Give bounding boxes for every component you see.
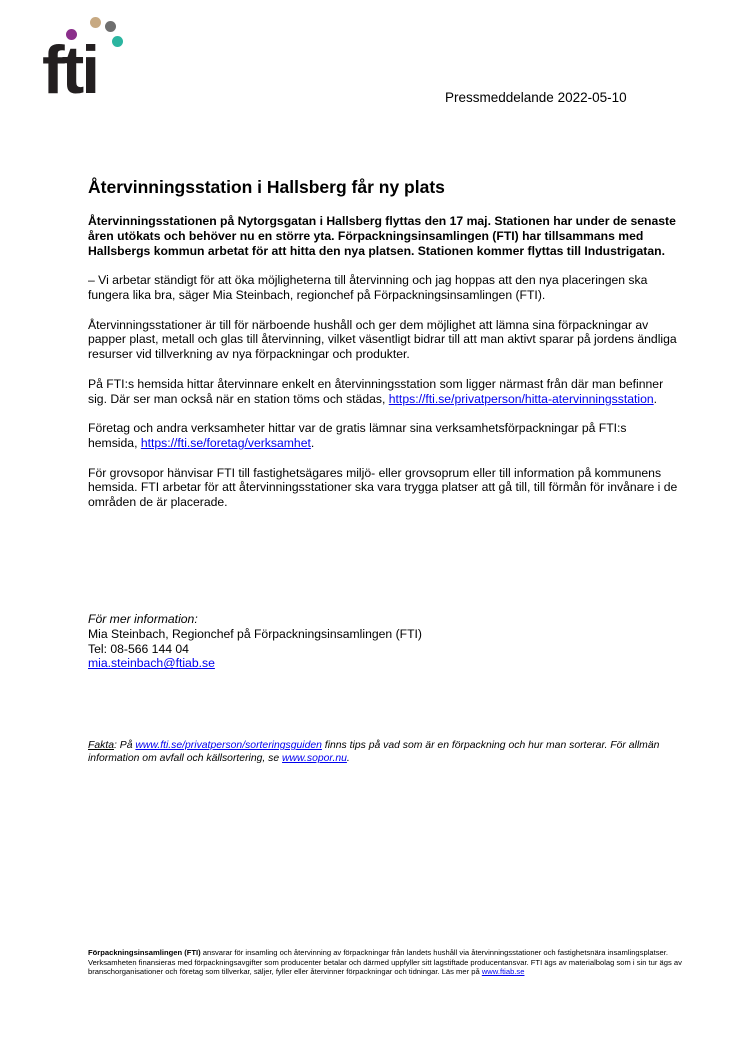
fakta-intro: : På xyxy=(114,740,136,751)
article-lead: Återvinningsstationen på Nytorgsgatan i Hallsberg flyttas den 17 maj. Stationen har under de senaste åren utökats och behöver nu en större yta. Förpackningsinsamlingen (FTI) har tillsammans med Hallsbergs kommun arbetat för att hitta den nya platsen. Stationen kommer flyttas till Industrigatan. xyxy=(88,214,676,258)
footer-website-link[interactable]: www.ftiab.se xyxy=(481,967,525,977)
paragraph-website-text: På FTI:s hemsida hittar återvinnare enkelt en återvinningsstation som ligger närmast från där man befinner sig. Där ser man också när en station töms och städas, xyxy=(88,376,664,406)
footer-about xyxy=(88,948,698,977)
fti-logo xyxy=(42,16,132,108)
logo-dot-teal xyxy=(112,36,123,47)
sopor-link[interactable]: www.sopor.nu xyxy=(282,753,347,764)
fakta-end: . xyxy=(346,753,350,764)
fakta-label: Fakta xyxy=(88,740,114,751)
sorting-guide-link[interactable]: www.fti.se/privatperson/sorteringsguiden xyxy=(135,740,322,751)
contact-block xyxy=(88,612,422,671)
fakta-note xyxy=(88,739,688,765)
find-station-link[interactable]: https://fti.se/privatperson/hitta-atervinningsstation xyxy=(388,391,654,406)
paragraph-website xyxy=(88,377,678,407)
fakta-middle: finns tips på vad som är en förpackning och hur man sorterar. För allmän information om avfall och källsortering, se xyxy=(88,740,660,764)
article-title: Återvinningsstation i Hallsberg får ny plats xyxy=(88,177,445,197)
business-link[interactable]: https://fti.se/foretag/verksamhet xyxy=(140,435,311,450)
contact-email-link[interactable]: mia.steinbach@ftiab.se xyxy=(88,656,215,671)
paragraph-business-text: Företag och andra verksamheter hittar var de gratis lämnar sina verksamhetsförpackningar på FTI:s hemsida, xyxy=(88,421,627,450)
article-body xyxy=(88,214,678,525)
paragraph-website-end: . xyxy=(653,391,658,406)
logo-dot-grey xyxy=(105,21,116,32)
logo-dot-beige xyxy=(90,17,101,28)
logo-wordmark: fti xyxy=(42,32,98,108)
paragraph-quote: – Vi arbetar ständigt för att öka möjligheterna till återvinning och jag hoppas att den nya placeringen ska fungera lika bra, säger Mia Steinbach, regionchef på Förpackningsinsamlingen (FTI). xyxy=(88,273,648,302)
paragraph-stations: Återvinningsstationer är till för närboende hushåll och ger dem möjlighet att lämna sina förpackningar av papper plast, metall och glas till återvinning, vilket väsentligt bidrar till att man aktivt sparar på jordens ändliga resurser vid tillverkning av nya förpackningar och produkter. xyxy=(88,317,677,362)
contact-name: Mia Steinbach, Regionchef på Förpackningsinsamlingen (FTI) xyxy=(88,626,422,641)
paragraph-bulky-waste: För grovsopor hänvisar FTI till fastighetsägares miljö- eller grovsoprum eller till information på kommunens hemsida. FTI arbetar för att återvinningsstationer ska vara trygga platser att gå till, till förmån för invånare i de områden de är placerade. xyxy=(88,465,678,510)
paragraph-business-end: . xyxy=(310,435,315,450)
contact-phone: Tel: 08-566 144 04 xyxy=(88,641,189,656)
footer-text: ansvarar för insamling och återvinning av förpackningar från landets hushåll via återvinningsstationer och fastighetsnära insamlingsplatser. Verksamheten finansieras med förpackningsavgifter som producenter betalar och därmed uppfyller sitt lagstiftade producentansvar. FTI ägs av materialbolag som i sin tur ägs av branschorganisationer och företag som tillverkar, säljer, fyller eller återvinner förpackningar och tidningar. Läs mer på xyxy=(88,948,682,977)
paragraph-business xyxy=(88,421,678,451)
press-release-date: Pressmeddelande 2022-05-10 xyxy=(445,90,627,105)
contact-heading: För mer information: xyxy=(88,612,198,626)
footer-company-name: Förpackningsinsamlingen (FTI) xyxy=(88,948,201,957)
